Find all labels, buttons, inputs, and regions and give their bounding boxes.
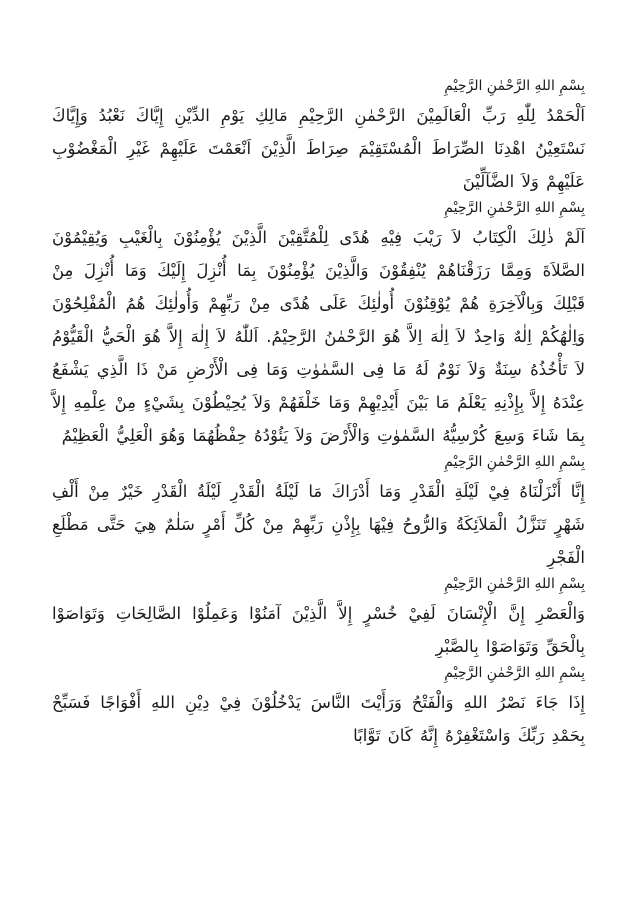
basmala-heading: بِسْمِ اللهِ الرَّحْمٰنِ الرَّحِيْمِ [444, 665, 585, 681]
surah-an-nasr [52, 663, 585, 752]
basmala-heading: بِسْمِ اللهِ الرَّحْمٰنِ الرَّحِيْمِ [444, 78, 585, 94]
surah-al-baqarah-excerpt [52, 198, 585, 452]
surah-text: اَلْحَمْدُ لِلّٰهِ رَبِّ الْعَالَمِيْنَ الرَّحْمٰنِ الرَّحِيْمِ مَالِكِ يَوْمِ الدِّيْنِ إِيَّاكَ نَعْبُدُ وَإِيَّاكَ نَسْتَعِيْنُ اهْدِنَا الصِّرَاطَ الْمُسْتَقِيْمَ صِرَاطَ الَّذِيْنَ اَنْعَمْتَ عَلَيْهِمْ غَيْرِ الْمَغْضُوْبِ عَلَيْهِمْ وَلاَ الضَّآلِّيْنَ [52, 106, 585, 191]
surah-al-fatiha [52, 76, 585, 198]
basmala-heading: بِسْمِ اللهِ الرَّحْمٰنِ الرَّحِيْمِ [444, 454, 585, 470]
document-page [52, 76, 585, 752]
surah-text: إِنَّا أَنْزَلْنَاهُ فِيْ لَيْلَةِ الْقَدْرِ وَمَا أَدْرَاكَ مَا لَيْلَةُ الْقَدْرِ لَيْلَةُ الْقَدْرِ خَيْرٌ مِنْ أَلْفِ شَهْرٍ تَنَزَّلُ الْمَلاَئِكَةُ وَالرُّوحُ فِيْهَا بِإِذْنِ رَبِّهِمْ مِنْ كُلِّ أَمْرٍ سَلٰمٌ هِيَ حَتَّى مَطْلَعِ الْفَجْرِ [52, 482, 585, 567]
surah-text: إِذَا جَاءَ نَصْرُ اللهِ وَالْفَتْحُ وَرَأَيْتَ النَّاسَ يَدْخُلُوْنَ فِيْ دِيْنِ اللهِ أَفْوَاجًا فَسَبِّحْ بِحَمْدِ رَبِّكَ وَاسْتَغْفِرْهُ إِنَّهُ كَانَ تَوَّابًا [52, 693, 585, 745]
basmala-heading: بِسْمِ اللهِ الرَّحْمٰنِ الرَّحِيْمِ [444, 576, 585, 592]
surah-text: اَلَمْ ذٰلِكَ الْكِتَابُ لاَ رَيْبَ فِيْهِ هُدًى لِلْمُتَّقِيْنَ الَّذِيْنَ يُؤْمِنُوْنَ بِالْغَيْبِ وَيُقِيْمُوْنَ الصَّلاَةَ وَمِمَّا رَزَقْنَاهُمْ يُنْفِقُوْنَ وَالَّذِيْنَ يُؤْمِنُوْنَ بِمَا أُنْزِلَ إِلَيْكَ وَمَا أُنْزِلَ مِنْ قَبْلِكَ وَبِالْآخِرَةِ هُمْ يُوْقِنُوْنَ أُولٰئِكَ عَلَى هُدًى مِنْ رَبِّهِمْ وَأُولٰئِكَ هُمُ الْمُفْلِحُوْنَ وَاِلٰهُكُمْ اِلٰهٌ وَاحِدٌ لاَ اِلٰهَ اِلاَّ هُوَ الرَّحْمٰنُ الرَّحِيْمُ. اَللّٰهُ لاَ إِلٰهَ إِلاَّ هُوَ الْحَيُّ الْقَيُّوْمُ لاَ تَأْخُذُهُ سِنَةٌ وَلاَ نَوْمٌ لَهُ مَا فِى السَّمٰوٰتِ وَمَا فِى الْأَرْضِ مَنْ ذَا الَّذِي يَشْفَعُ عِنْدَهُ إِلاَّ بِإِذْنِهِ يَعْلَمُ مَا بَيْنَ أَيْدِيْهِمْ وَمَا خَلْفَهُمْ وَلاَ يُحِيْطُوْنَ بِشَيْءٍ مِنْ عِلْمِهِ إِلاَّ بِمَا شَاءَ وَسِعَ كُرْسِيُّهُ السَّمٰوٰتِ وَالْأَرْضَ وَلاَ يَئُوْدُهُ حِفْظُهُمَا وَهُوَ الْعَلِيُّ الْعَظِيْمُ [52, 228, 585, 445]
basmala-heading: بِسْمِ اللهِ الرَّحْمٰنِ الرَّحِيْمِ [444, 200, 585, 216]
surah-al-qadr [52, 452, 585, 574]
surah-al-asr [52, 574, 585, 663]
surah-text: وَالْعَصْرِ إِنَّ الْإِنْسَانَ لَفِيْ خُسْرٍ إِلاَّ الَّذِيْنَ آمَنُوْا وَعَمِلُوْا الصَّالِحَاتِ وَتَوَاصَوْا بِالْحَقِّ وَتَوَاصَوْا بِالصَّبْرِ [52, 604, 585, 656]
